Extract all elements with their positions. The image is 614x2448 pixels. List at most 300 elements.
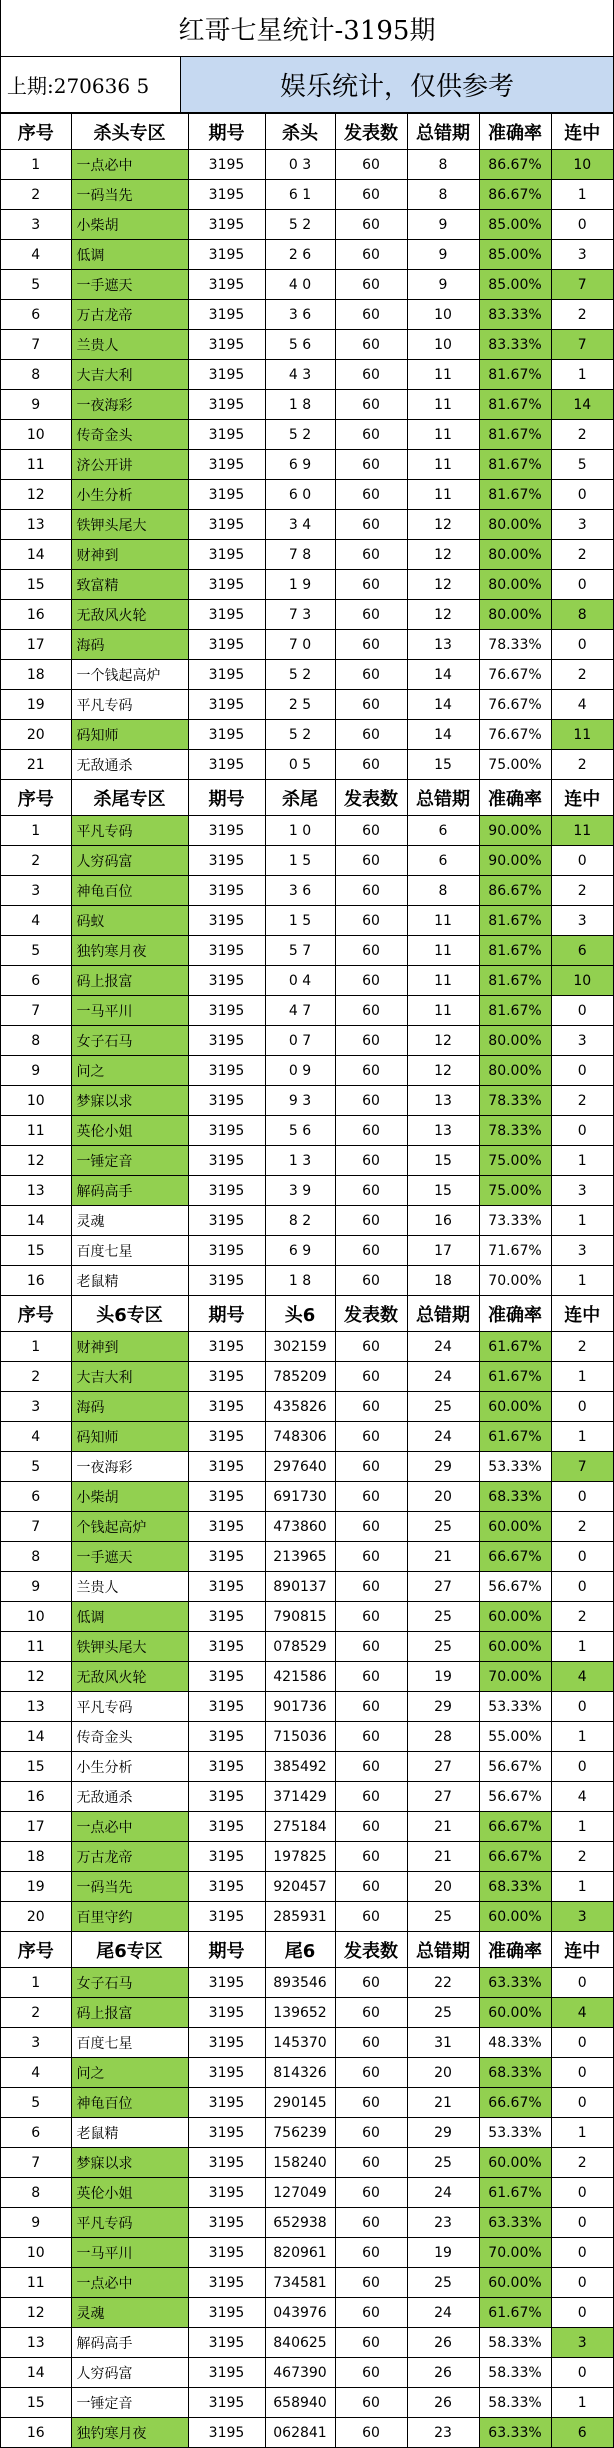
- cell-index: 17: [1, 1812, 71, 1842]
- cell-name: 英伦小姐: [71, 2178, 188, 2208]
- cell-streak: 0: [551, 2178, 613, 2208]
- cell-streak: 0: [551, 1968, 613, 1998]
- cell-index: 10: [1, 1086, 71, 1116]
- cell-value: 8 2: [265, 1206, 335, 1236]
- cell-period: 3195: [188, 1146, 265, 1176]
- header-accuracy: 准确率: [479, 1296, 551, 1332]
- cell-period: 3195: [188, 1056, 265, 1086]
- cell-misses: 11: [407, 996, 479, 1026]
- cell-index: 19: [1, 690, 71, 720]
- cell-misses: 21: [407, 2088, 479, 2118]
- header-accuracy: 准确率: [479, 1932, 551, 1968]
- cell-period: 3195: [188, 1632, 265, 1662]
- cell-name: 传奇金头: [71, 1722, 188, 1752]
- cell-posts: 60: [335, 210, 407, 240]
- table-row: [1, 420, 613, 450]
- cell-posts: 60: [335, 1422, 407, 1452]
- cell-index: 16: [1, 1782, 71, 1812]
- cell-period: 3195: [188, 1572, 265, 1602]
- cell-streak: 7: [551, 1452, 613, 1482]
- cell-index: 1: [1, 1332, 71, 1362]
- cell-streak: 11: [551, 816, 613, 846]
- cell-index: 20: [1, 1902, 71, 1932]
- cell-index: 16: [1, 2418, 71, 2448]
- cell-period: 3195: [188, 1662, 265, 1692]
- cell-posts: 60: [335, 1482, 407, 1512]
- header-posts: 发表数: [335, 1296, 407, 1332]
- header-period: 期号: [188, 114, 265, 150]
- cell-streak: 7: [551, 330, 613, 360]
- cell-value: 0 3: [265, 150, 335, 180]
- cell-name: 低调: [71, 240, 188, 270]
- cell-value: 890137: [265, 1572, 335, 1602]
- table-row: [1, 1782, 613, 1812]
- cell-index: 13: [1, 1176, 71, 1206]
- cell-streak: 2: [551, 1602, 613, 1632]
- cell-accuracy: 70.00%: [479, 2238, 551, 2268]
- cell-value: 5 2: [265, 720, 335, 750]
- cell-streak: 1: [551, 360, 613, 390]
- cell-period: 3195: [188, 1842, 265, 1872]
- table-row: [1, 1572, 613, 1602]
- cell-value: 5 2: [265, 210, 335, 240]
- cell-accuracy: 78.33%: [479, 1086, 551, 1116]
- table-row: [1, 390, 613, 420]
- cell-accuracy: 81.67%: [479, 936, 551, 966]
- cell-name: 人穷码富: [71, 846, 188, 876]
- cell-period: 3195: [188, 1812, 265, 1842]
- cell-index: 15: [1, 570, 71, 600]
- cell-name: 码知师: [71, 1422, 188, 1452]
- cell-streak: 0: [551, 1056, 613, 1086]
- cell-posts: 60: [335, 1632, 407, 1662]
- table-row: [1, 966, 613, 996]
- cell-accuracy: 78.33%: [479, 1116, 551, 1146]
- cell-value: 285931: [265, 1902, 335, 1932]
- cell-streak: 0: [551, 1752, 613, 1782]
- cell-period: 3195: [188, 240, 265, 270]
- table-row: [1, 300, 613, 330]
- cell-streak: 0: [551, 996, 613, 1026]
- cell-period: 3195: [188, 540, 265, 570]
- cell-accuracy: 56.67%: [479, 1572, 551, 1602]
- cell-streak: 3: [551, 2328, 613, 2358]
- cell-posts: 60: [335, 966, 407, 996]
- table-row: [1, 2208, 613, 2238]
- cell-accuracy: 81.67%: [479, 966, 551, 996]
- cell-index: 15: [1, 1236, 71, 1266]
- cell-streak: 0: [551, 630, 613, 660]
- cell-name: 灵魂: [71, 1206, 188, 1236]
- stats-table: [1, 113, 613, 2448]
- cell-misses: 29: [407, 1452, 479, 1482]
- cell-posts: 60: [335, 2088, 407, 2118]
- cell-posts: 60: [335, 150, 407, 180]
- cell-index: 11: [1, 450, 71, 480]
- cell-index: 3: [1, 1392, 71, 1422]
- cell-accuracy: 58.33%: [479, 2328, 551, 2358]
- table-row: [1, 720, 613, 750]
- cell-accuracy: 68.33%: [479, 1872, 551, 1902]
- cell-streak: 1: [551, 1812, 613, 1842]
- cell-index: 2: [1, 180, 71, 210]
- cell-name: 独钓寒月夜: [71, 936, 188, 966]
- cell-index: 15: [1, 1752, 71, 1782]
- cell-accuracy: 60.00%: [479, 1392, 551, 1422]
- cell-misses: 24: [407, 1332, 479, 1362]
- cell-value: 4 0: [265, 270, 335, 300]
- table-row: [1, 1968, 613, 1998]
- cell-misses: 25: [407, 1512, 479, 1542]
- cell-period: 3195: [188, 2418, 265, 2448]
- table-row: [1, 846, 613, 876]
- cell-misses: 11: [407, 390, 479, 420]
- cell-accuracy: 61.67%: [479, 1362, 551, 1392]
- cell-misses: 6: [407, 816, 479, 846]
- header-value: 尾6: [265, 1932, 335, 1968]
- cell-posts: 60: [335, 1662, 407, 1692]
- cell-streak: 8: [551, 600, 613, 630]
- cell-value: 5 6: [265, 1116, 335, 1146]
- table-row: [1, 630, 613, 660]
- header-name: 杀头专区: [71, 114, 188, 150]
- cell-misses: 24: [407, 2178, 479, 2208]
- header-value: 杀头: [265, 114, 335, 150]
- cell-misses: 12: [407, 600, 479, 630]
- cell-value: 756239: [265, 2118, 335, 2148]
- cell-misses: 25: [407, 1392, 479, 1422]
- cell-posts: 60: [335, 1692, 407, 1722]
- cell-streak: 0: [551, 480, 613, 510]
- cell-misses: 11: [407, 450, 479, 480]
- cell-streak: 2: [551, 876, 613, 906]
- cell-value: 1 5: [265, 906, 335, 936]
- cell-value: 7 3: [265, 600, 335, 630]
- cell-value: 145370: [265, 2028, 335, 2058]
- cell-accuracy: 55.00%: [479, 1722, 551, 1752]
- cell-posts: 60: [335, 936, 407, 966]
- cell-posts: 60: [335, 750, 407, 780]
- cell-accuracy: 71.67%: [479, 1236, 551, 1266]
- cell-period: 3195: [188, 2088, 265, 2118]
- table-row: [1, 660, 613, 690]
- header-name: 头6专区: [71, 1296, 188, 1332]
- cell-misses: 13: [407, 1086, 479, 1116]
- cell-index: 14: [1, 1722, 71, 1752]
- header-posts: 发表数: [335, 1932, 407, 1968]
- cell-name: 码上报富: [71, 966, 188, 996]
- cell-misses: 14: [407, 660, 479, 690]
- cell-posts: 60: [335, 2028, 407, 2058]
- cell-misses: 8: [407, 876, 479, 906]
- cell-name: 平凡专码: [71, 816, 188, 846]
- cell-accuracy: 66.67%: [479, 1542, 551, 1572]
- table-row: [1, 2118, 613, 2148]
- cell-value: 043976: [265, 2298, 335, 2328]
- cell-streak: 0: [551, 1542, 613, 1572]
- cell-streak: 2: [551, 1512, 613, 1542]
- cell-value: 1 9: [265, 570, 335, 600]
- cell-posts: 60: [335, 1086, 407, 1116]
- header-misses: 总错期: [407, 780, 479, 816]
- cell-posts: 60: [335, 2148, 407, 2178]
- cell-posts: 60: [335, 1512, 407, 1542]
- cell-streak: 0: [551, 210, 613, 240]
- cell-period: 3195: [188, 1968, 265, 1998]
- cell-index: 20: [1, 720, 71, 750]
- cell-streak: 0: [551, 2088, 613, 2118]
- cell-name: 无敌风火轮: [71, 1662, 188, 1692]
- table-row: [1, 2298, 613, 2328]
- cell-accuracy: 60.00%: [479, 1632, 551, 1662]
- section-header-2: [1, 780, 613, 816]
- header-accuracy: 准确率: [479, 780, 551, 816]
- cell-misses: 19: [407, 1662, 479, 1692]
- cell-misses: 29: [407, 1692, 479, 1722]
- cell-misses: 12: [407, 510, 479, 540]
- cell-period: 3195: [188, 1752, 265, 1782]
- cell-streak: 3: [551, 1176, 613, 1206]
- header-value: 杀尾: [265, 780, 335, 816]
- cell-misses: 21: [407, 1812, 479, 1842]
- cell-period: 3195: [188, 1086, 265, 1116]
- cell-value: 1 3: [265, 1146, 335, 1176]
- cell-accuracy: 70.00%: [479, 1266, 551, 1296]
- cell-accuracy: 81.67%: [479, 420, 551, 450]
- cell-value: 6 9: [265, 1236, 335, 1266]
- cell-value: 715036: [265, 1722, 335, 1752]
- table-row: [1, 1056, 613, 1086]
- header-streak: 连中: [551, 1932, 613, 1968]
- cell-posts: 60: [335, 390, 407, 420]
- cell-period: 3195: [188, 2028, 265, 2058]
- cell-index: 9: [1, 1056, 71, 1086]
- cell-value: 473860: [265, 1512, 335, 1542]
- cell-period: 3195: [188, 1782, 265, 1812]
- table-row: [1, 1026, 613, 1056]
- cell-period: 3195: [188, 1602, 265, 1632]
- table-row: [1, 180, 613, 210]
- cell-posts: 60: [335, 1116, 407, 1146]
- cell-misses: 21: [407, 1542, 479, 1572]
- table-row: [1, 2238, 613, 2268]
- cell-index: 9: [1, 2208, 71, 2238]
- cell-period: 3195: [188, 816, 265, 846]
- cell-posts: 60: [335, 510, 407, 540]
- cell-period: 3195: [188, 420, 265, 450]
- cell-name: 平凡专码: [71, 1692, 188, 1722]
- cell-misses: 8: [407, 180, 479, 210]
- cell-streak: 3: [551, 1902, 613, 1932]
- table-row: [1, 2148, 613, 2178]
- cell-posts: 60: [335, 2268, 407, 2298]
- table-row: [1, 2268, 613, 2298]
- cell-index: 8: [1, 2178, 71, 2208]
- cell-posts: 60: [335, 1452, 407, 1482]
- table-row: [1, 1266, 613, 1296]
- header-index: 序号: [1, 780, 71, 816]
- cell-posts: 60: [335, 2178, 407, 2208]
- header-misses: 总错期: [407, 1296, 479, 1332]
- cell-accuracy: 81.67%: [479, 906, 551, 936]
- table-row: [1, 2058, 613, 2088]
- header-accuracy: 准确率: [479, 114, 551, 150]
- cell-posts: 60: [335, 1026, 407, 1056]
- table-row: [1, 1632, 613, 1662]
- cell-name: 小生分析: [71, 480, 188, 510]
- cell-streak: 2: [551, 1332, 613, 1362]
- cell-posts: 60: [335, 2208, 407, 2238]
- cell-name: 灵魂: [71, 2298, 188, 2328]
- cell-period: 3195: [188, 1392, 265, 1422]
- cell-index: 18: [1, 660, 71, 690]
- cell-streak: 3: [551, 510, 613, 540]
- cell-accuracy: 53.33%: [479, 1452, 551, 1482]
- cell-index: 2: [1, 1998, 71, 2028]
- cell-accuracy: 70.00%: [479, 1662, 551, 1692]
- cell-streak: 0: [551, 2268, 613, 2298]
- cell-index: 3: [1, 876, 71, 906]
- section-header-1: [1, 114, 613, 150]
- cell-period: 3195: [188, 150, 265, 180]
- cell-accuracy: 86.67%: [479, 150, 551, 180]
- cell-period: 3195: [188, 1266, 265, 1296]
- cell-index: 4: [1, 2058, 71, 2088]
- cell-name: 梦寐以求: [71, 1086, 188, 1116]
- cell-period: 3195: [188, 1026, 265, 1056]
- cell-posts: 60: [335, 720, 407, 750]
- cell-period: 3195: [188, 360, 265, 390]
- cell-value: 1 0: [265, 816, 335, 846]
- cell-value: 901736: [265, 1692, 335, 1722]
- cell-name: 神龟百位: [71, 2088, 188, 2118]
- cell-name: 一手遮天: [71, 270, 188, 300]
- cell-period: 3195: [188, 2058, 265, 2088]
- cell-accuracy: 56.67%: [479, 1782, 551, 1812]
- cell-streak: 0: [551, 2298, 613, 2328]
- cell-period: 3195: [188, 1176, 265, 1206]
- cell-accuracy: 63.33%: [479, 2208, 551, 2238]
- cell-value: 3 6: [265, 876, 335, 906]
- cell-period: 3195: [188, 1692, 265, 1722]
- cell-index: 7: [1, 1512, 71, 1542]
- cell-period: 3195: [188, 2328, 265, 2358]
- cell-misses: 14: [407, 690, 479, 720]
- cell-misses: 20: [407, 1872, 479, 1902]
- cell-index: 4: [1, 906, 71, 936]
- cell-value: 158240: [265, 2148, 335, 2178]
- cell-period: 3195: [188, 2388, 265, 2418]
- cell-accuracy: 85.00%: [479, 270, 551, 300]
- cell-index: 5: [1, 2088, 71, 2118]
- cell-accuracy: 63.33%: [479, 1968, 551, 1998]
- cell-period: 3195: [188, 1332, 265, 1362]
- cell-name: 平凡专码: [71, 2208, 188, 2238]
- cell-posts: 60: [335, 996, 407, 1026]
- table-row: [1, 1812, 613, 1842]
- cell-accuracy: 83.33%: [479, 300, 551, 330]
- cell-period: 3195: [188, 876, 265, 906]
- table-row: [1, 996, 613, 1026]
- cell-accuracy: 61.67%: [479, 2298, 551, 2328]
- cell-posts: 60: [335, 690, 407, 720]
- last-period: 上期:270636 5: [1, 57, 181, 112]
- cell-misses: 25: [407, 2268, 479, 2298]
- cell-streak: 0: [551, 2238, 613, 2268]
- cell-accuracy: 68.33%: [479, 2058, 551, 2088]
- cell-index: 3: [1, 210, 71, 240]
- cell-index: 17: [1, 630, 71, 660]
- cell-period: 3195: [188, 1902, 265, 1932]
- cell-misses: 21: [407, 1842, 479, 1872]
- cell-index: 11: [1, 1116, 71, 1146]
- table-row: [1, 1722, 613, 1752]
- cell-accuracy: 66.67%: [479, 2088, 551, 2118]
- cell-accuracy: 60.00%: [479, 2268, 551, 2298]
- cell-index: 12: [1, 480, 71, 510]
- cell-period: 3195: [188, 1482, 265, 1512]
- cell-period: 3195: [188, 1512, 265, 1542]
- cell-streak: 1: [551, 1422, 613, 1452]
- cell-period: 3195: [188, 180, 265, 210]
- cell-streak: 1: [551, 2118, 613, 2148]
- cell-accuracy: 68.33%: [479, 1482, 551, 1512]
- table-row: [1, 1422, 613, 1452]
- cell-index: 6: [1, 966, 71, 996]
- cell-misses: 28: [407, 1722, 479, 1752]
- table-row: [1, 1482, 613, 1512]
- cell-name: 老鼠精: [71, 2118, 188, 2148]
- cell-misses: 27: [407, 1752, 479, 1782]
- table-row: [1, 1872, 613, 1902]
- cell-value: 062841: [265, 2418, 335, 2448]
- cell-name: 一马平川: [71, 2238, 188, 2268]
- cell-misses: 27: [407, 1782, 479, 1812]
- cell-index: 3: [1, 2028, 71, 2058]
- cell-value: 275184: [265, 1812, 335, 1842]
- cell-value: 7 0: [265, 630, 335, 660]
- cell-index: 11: [1, 1632, 71, 1662]
- cell-period: 3195: [188, 1452, 265, 1482]
- cell-name: 百度七星: [71, 2028, 188, 2058]
- cell-index: 8: [1, 1542, 71, 1572]
- cell-accuracy: 80.00%: [479, 600, 551, 630]
- cell-posts: 60: [335, 1722, 407, 1752]
- cell-period: 3195: [188, 2148, 265, 2178]
- cell-misses: 15: [407, 1146, 479, 1176]
- cell-value: 785209: [265, 1362, 335, 1392]
- table-row: [1, 906, 613, 936]
- cell-name: 兰贵人: [71, 330, 188, 360]
- header-name: 尾6专区: [71, 1932, 188, 1968]
- cell-misses: 13: [407, 1116, 479, 1146]
- cell-index: 10: [1, 1602, 71, 1632]
- cell-misses: 6: [407, 846, 479, 876]
- cell-period: 3195: [188, 720, 265, 750]
- cell-period: 3195: [188, 846, 265, 876]
- cell-name: 个钱起高炉: [71, 1512, 188, 1542]
- cell-accuracy: 58.33%: [479, 2388, 551, 2418]
- cell-name: 解码高手: [71, 2328, 188, 2358]
- cell-index: 14: [1, 1206, 71, 1236]
- cell-index: 8: [1, 360, 71, 390]
- cell-streak: 1: [551, 180, 613, 210]
- cell-index: 1: [1, 1968, 71, 1998]
- cell-value: 691730: [265, 1482, 335, 1512]
- cell-streak: 14: [551, 390, 613, 420]
- cell-value: 748306: [265, 1422, 335, 1452]
- cell-name: 问之: [71, 2058, 188, 2088]
